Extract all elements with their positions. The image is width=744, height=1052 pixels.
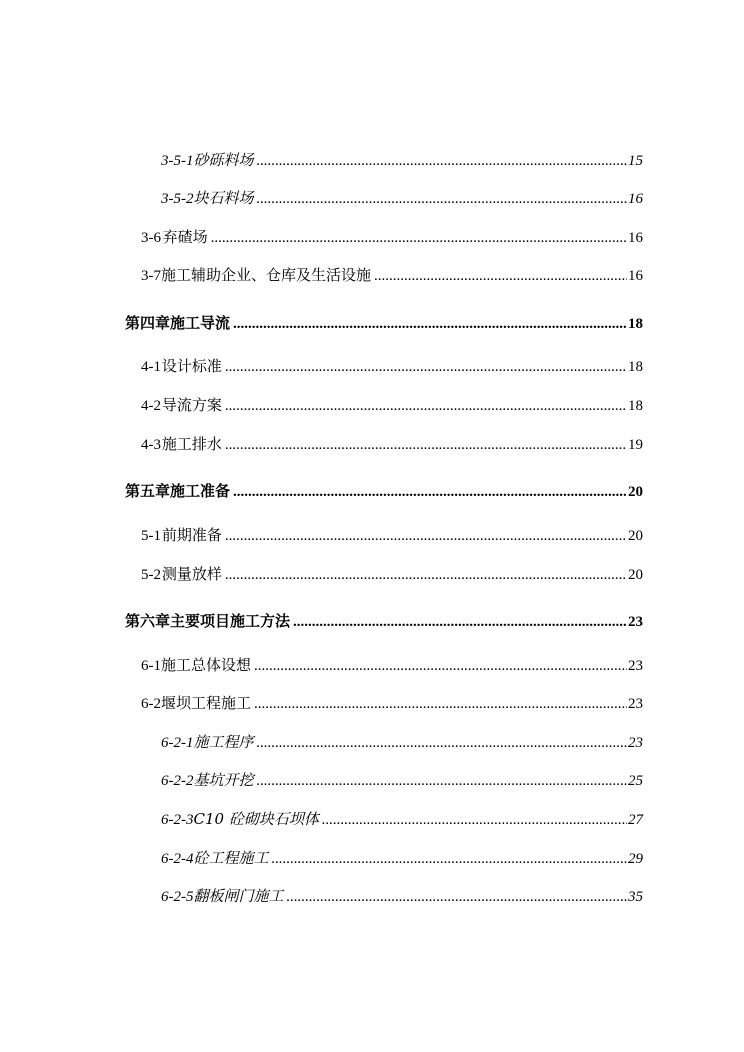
dot-leader bbox=[254, 693, 627, 715]
toc-entry-6-1[interactable] bbox=[141, 654, 643, 676]
toc-entry-page: 29 bbox=[628, 851, 643, 867]
dot-leader bbox=[272, 848, 627, 870]
toc-entry-title: 块石料场 bbox=[193, 189, 254, 207]
toc-entry-6-2[interactable] bbox=[141, 692, 643, 714]
toc-entry-4-2[interactable] bbox=[141, 394, 643, 416]
toc-entry-page: 19 bbox=[628, 437, 643, 453]
toc-entry-number: 4-3 bbox=[141, 437, 161, 453]
dot-leader bbox=[257, 150, 627, 172]
toc-entry-page: 16 bbox=[628, 268, 643, 284]
toc-entry-3-5-1[interactable] bbox=[161, 149, 643, 171]
toc-entry-title: 测量放样 bbox=[161, 565, 222, 583]
toc-entry-title: 砂砾料场 bbox=[193, 151, 254, 169]
dot-leader bbox=[225, 525, 627, 547]
toc-entry-title: 施工程序 bbox=[193, 733, 254, 751]
toc-entry-title: 施工辅助企业、仓库及生活设施 bbox=[161, 266, 372, 284]
toc-entry-number: 5-1 bbox=[141, 528, 161, 544]
toc-chapter-6[interactable] bbox=[125, 610, 643, 632]
toc-entry-number: 3-5-1 bbox=[161, 153, 194, 169]
toc-entry-title: 导流方案 bbox=[161, 396, 222, 414]
toc-entry-number: 第四章 bbox=[125, 316, 171, 332]
toc-entry-page: 16 bbox=[628, 230, 643, 246]
toc-entry-page: 23 bbox=[628, 696, 643, 712]
dot-leader bbox=[257, 770, 627, 792]
toc-entry-title: 施工总体设想 bbox=[161, 656, 252, 674]
toc-entry-number: 4-2 bbox=[141, 398, 161, 414]
toc-entry-page: 20 bbox=[628, 484, 643, 500]
toc-entry-6-2-5[interactable] bbox=[161, 885, 643, 907]
toc-entry-4-1[interactable] bbox=[141, 355, 643, 377]
dot-leader bbox=[374, 265, 627, 287]
toc-entry-3-6[interactable] bbox=[141, 226, 643, 248]
toc-entry-page: 16 bbox=[628, 191, 643, 207]
toc-entry-title: 施工排水 bbox=[161, 435, 222, 453]
toc-entry-6-2-3[interactable] bbox=[161, 808, 643, 830]
toc-entry-page: 35 bbox=[628, 889, 643, 905]
toc-entry-title: 施工导流 bbox=[170, 314, 231, 332]
toc-entry-6-2-1[interactable] bbox=[161, 731, 643, 753]
dot-leader bbox=[322, 809, 627, 831]
toc-entry-title: 主要项目施工方法 bbox=[170, 612, 291, 630]
toc-entry-3-7[interactable] bbox=[141, 264, 643, 286]
toc-entry-number: 5-2 bbox=[141, 567, 161, 583]
toc-chapter-4[interactable] bbox=[125, 312, 643, 334]
toc-entry-page: 23 bbox=[628, 658, 643, 674]
toc-entry-page: 18 bbox=[628, 316, 643, 332]
toc-entry-page: 25 bbox=[628, 773, 643, 789]
toc-entry-number: 6-2-5 bbox=[161, 889, 194, 905]
toc-entry-title: C10 砼砌块石坝体 bbox=[193, 810, 319, 828]
toc-entry-number: 6-2-4 bbox=[161, 851, 194, 867]
toc-entry-3-5-2[interactable] bbox=[161, 187, 643, 209]
toc-entry-5-2[interactable] bbox=[141, 563, 643, 585]
toc-entry-number: 6-2-1 bbox=[161, 735, 194, 751]
toc-entry-title: 砼工程施工 bbox=[193, 849, 269, 867]
toc-entry-title: 设计标准 bbox=[161, 357, 222, 375]
toc-entry-number: 3-7 bbox=[141, 268, 161, 284]
toc-entry-page: 27 bbox=[628, 812, 643, 828]
toc-entry-4-3[interactable] bbox=[141, 433, 643, 455]
toc-entry-number: 4-1 bbox=[141, 359, 161, 375]
dot-leader bbox=[225, 356, 627, 378]
dot-leader bbox=[225, 395, 627, 417]
toc-entry-number: 6-2-2 bbox=[161, 773, 194, 789]
toc-entry-page: 20 bbox=[628, 528, 643, 544]
toc-entry-page: 18 bbox=[628, 359, 643, 375]
toc-entry-number: 第五章 bbox=[125, 484, 171, 500]
toc-entry-page: 20 bbox=[628, 567, 643, 583]
toc-entry-title: 堰坝工程施工 bbox=[161, 694, 252, 712]
dot-leader bbox=[233, 481, 627, 503]
toc-entry-number: 6-2 bbox=[141, 696, 161, 712]
dot-leader bbox=[225, 434, 627, 456]
dot-leader bbox=[257, 188, 627, 210]
dot-leader bbox=[233, 313, 627, 335]
toc-entry-title: 前期准备 bbox=[161, 526, 222, 544]
dot-leader bbox=[293, 611, 627, 633]
toc-entry-number: 第六章 bbox=[125, 614, 171, 630]
toc-entry-number: 3-5-2 bbox=[161, 191, 194, 207]
dot-leader bbox=[211, 227, 627, 249]
toc-chapter-5[interactable] bbox=[125, 480, 643, 502]
toc-entry-title: 弃碴场 bbox=[162, 228, 208, 246]
toc-entry-5-1[interactable] bbox=[141, 524, 643, 546]
dot-leader bbox=[287, 886, 627, 908]
toc-entry-page: 15 bbox=[628, 153, 643, 169]
toc-entry-6-2-4[interactable] bbox=[161, 847, 643, 869]
toc-entry-title: 基坑开挖 bbox=[193, 771, 254, 789]
toc-entry-number: 6-1 bbox=[141, 658, 161, 674]
toc-entry-title: 施工准备 bbox=[170, 482, 231, 500]
toc-entry-6-2-2[interactable] bbox=[161, 769, 643, 791]
toc-entry-number: 6-2-3 bbox=[161, 812, 194, 828]
toc-entry-page: 18 bbox=[628, 398, 643, 414]
dot-leader bbox=[225, 564, 627, 586]
toc-entry-number: 3-6 bbox=[141, 230, 161, 246]
dot-leader bbox=[254, 655, 627, 677]
toc-entry-page: 23 bbox=[628, 614, 643, 630]
dot-leader bbox=[257, 732, 627, 754]
toc-entry-title: 翻板闸门施工 bbox=[193, 887, 284, 905]
toc-entry-page: 23 bbox=[628, 735, 643, 751]
